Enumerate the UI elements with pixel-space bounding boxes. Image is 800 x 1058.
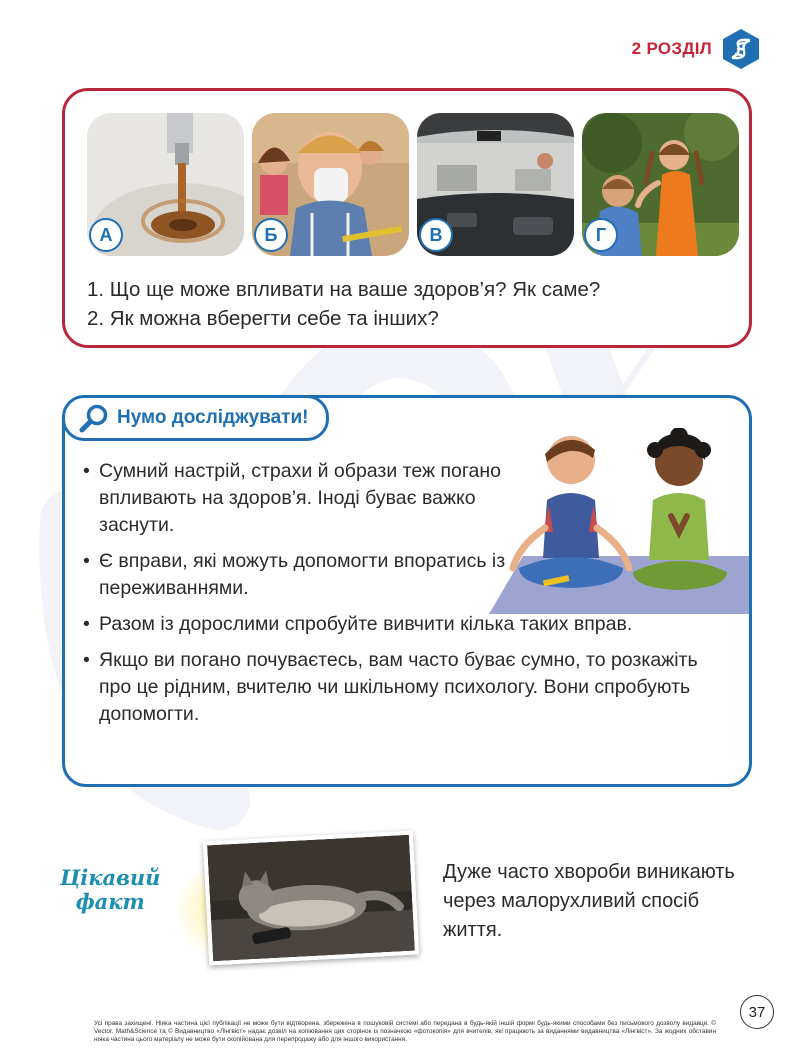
- health-factors-box: [62, 88, 752, 348]
- question-2: 2. Як можна вберегти себе та інших?: [87, 307, 439, 330]
- photo-letter-a: А: [89, 218, 123, 252]
- fact-label-line1: Цікавий: [60, 865, 161, 890]
- magnifier-icon: [79, 403, 109, 433]
- bullet-item: • Якщо ви погано почуваєтесь, вам часто буває сумно, то розкажіть про це рідним, вчителю чи шкільному психологу. Вони спробують допомогти.: [83, 647, 733, 728]
- photo-letter-b: Б: [254, 218, 288, 252]
- page-number: 37: [740, 995, 774, 1029]
- dna-icon: [720, 28, 762, 70]
- car-smog-photo: [417, 113, 574, 256]
- fact-label-line2: факт: [75, 889, 145, 914]
- question-1: 1. Що ще може впливати на ваше здоров’я? Як саме?: [87, 278, 601, 301]
- chapter-header: [632, 28, 762, 70]
- research-title-tab: [62, 395, 329, 441]
- chapter-label: 2 РОЗДІЛ: [631, 39, 712, 58]
- lazy-cat-photo: [203, 831, 419, 966]
- research-title: Нумо досліджувати!: [117, 407, 309, 428]
- questions-list: [87, 275, 600, 333]
- bullet-item: • Сумний настрій, страхи й образи теж погано впливають на здоров’я. Іноді буває важко заснути.: [83, 458, 523, 539]
- bullet-item: • Разом із дорослими спробуйте вивчити кілька таких вправ.: [83, 611, 733, 638]
- fact-text: Дуже часто хвороби виникають через малорухливий спосіб життя.: [443, 861, 735, 941]
- children-arguing-photo: [582, 113, 739, 256]
- fact-label: [60, 866, 160, 914]
- photo-letter-v: В: [419, 218, 453, 252]
- rusty-tap-water-photo: [87, 113, 244, 256]
- copyright-notice: Усі права захищені. Ніяка частина цієї публікації не може бути відтворена, збережена в пошуковій системі або передана в будь-якій іншій формі будь-якими способами без письмового дозволу видавця. © Vector. Math&Science та © Видавництво «Лінгвіст» надає дозвіл на копіювання цих сторінок із позначкою «фотокопія» для вчителів, які працюють за виданнями видавництва «Лінгвіст». За жодних обставин ніяка частина цього матеріалу не може бути скопійована для перепродажу або для іншого використання.: [94, 1020, 716, 1043]
- bullet-item: • Є вправи, які можуть допомогти впоратись із переживаннями.: [83, 548, 523, 602]
- research-bullets: [83, 458, 733, 737]
- boy-sneezing-photo: [252, 113, 409, 256]
- research-box: [62, 395, 752, 787]
- photo-letter-g: Г: [584, 218, 618, 252]
